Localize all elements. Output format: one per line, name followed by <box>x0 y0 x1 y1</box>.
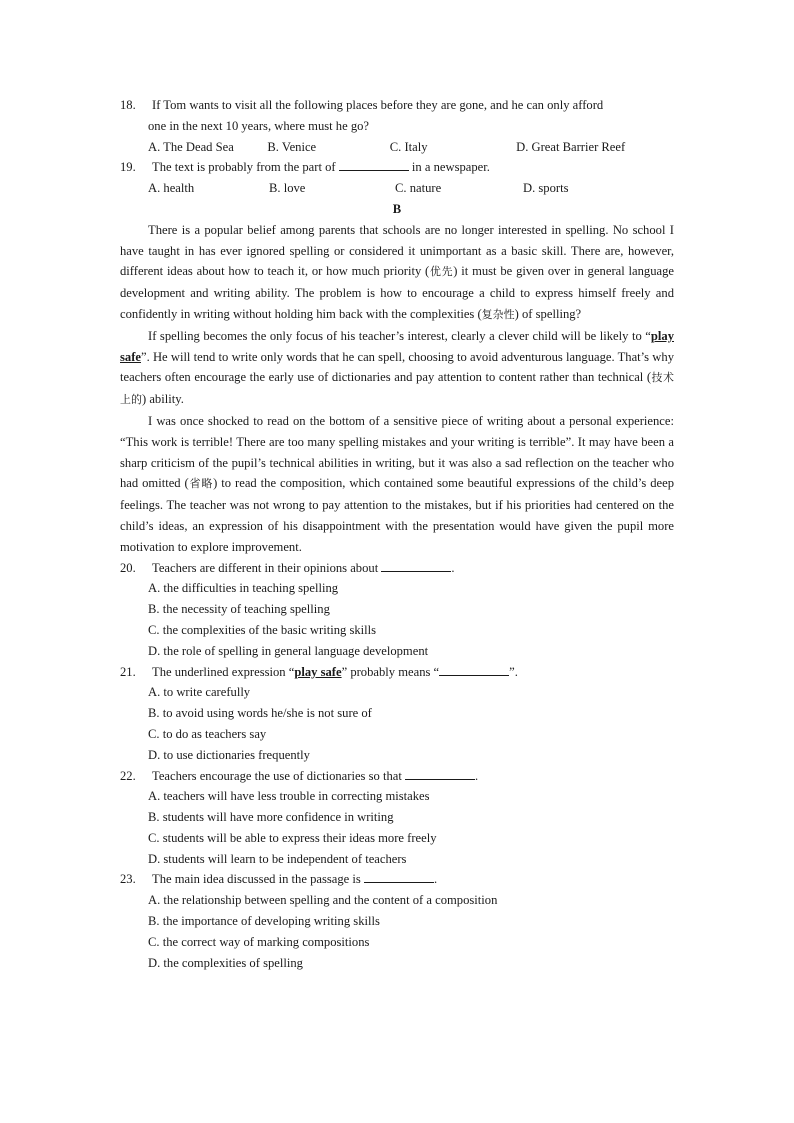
option-c[interactable]: C. Italy <box>389 139 428 154</box>
options-row-q19 <box>120 178 674 199</box>
option-b[interactable]: B. Venice <box>267 139 317 154</box>
section-heading: B <box>392 201 402 216</box>
option-a[interactable]: A. health <box>148 181 195 196</box>
stem-before: The underlined expression “ <box>152 664 295 679</box>
question-number: 19. <box>120 160 136 175</box>
answer-blank[interactable] <box>439 662 509 676</box>
question-stem <box>152 662 674 683</box>
option-a[interactable]: A. teachers will have less trouble in correcting mistakes <box>148 789 430 804</box>
stem-text: Teachers encourage the use of dictionaries so that <box>152 768 402 783</box>
page-content <box>120 95 674 973</box>
question-22 <box>120 766 674 787</box>
chinese-gloss: 复杂性 <box>481 307 515 321</box>
stem-text: Teachers are different in their opinions about <box>152 560 379 575</box>
option-d[interactable]: D. the complexities of spelling <box>148 955 303 970</box>
option-d[interactable]: D. Great Barrier Reef <box>516 139 626 154</box>
paragraph-text: If spelling becomes the only focus of his teacher’s interest, clearly a clever child will be likely to “ <box>148 328 651 343</box>
option-c[interactable]: C. nature <box>395 181 442 196</box>
option-a[interactable]: A. to write carefully <box>148 685 251 700</box>
stem-after: in a newspaper. <box>411 160 490 175</box>
option-a[interactable]: A. the difficulties in teaching spelling <box>148 581 339 596</box>
answer-blank[interactable] <box>339 157 409 171</box>
underlined-expression: play safe <box>120 328 674 364</box>
paragraph-text: ) ability. <box>142 392 184 407</box>
answer-blank[interactable] <box>405 766 475 780</box>
stem-middle: ” probably means “ <box>341 664 440 679</box>
paragraph-text: ”. He will tend to write only words that he can spell, choosing to avoid adventurous language. That’s why teachers often encourage the early use of dictionaries and pay attention to content rather than technical ( <box>120 349 674 385</box>
paragraph-text: I was once shocked to read on the bottom of a sensitive piece of writing about a personal experience: “This work is terrible! There are too many spelling mistakes and your writing is terrible”. It may have been a sharp criticism of the pupil’s technical abilities in writing, but it was also a sad reflection on the teacher who had omitted ( <box>120 413 674 491</box>
stem-end: . <box>433 872 438 887</box>
underlined-expression: play safe <box>294 664 342 679</box>
chinese-gloss: 省略 <box>188 477 214 491</box>
answer-blank[interactable] <box>364 869 434 883</box>
question-stem: If Tom wants to visit all the following places before they are gone, and he can only afford <box>152 98 604 112</box>
question-stem-continued: one in the next 10 years, where must he go? <box>148 118 370 133</box>
option-d[interactable]: D. to use dictionaries frequently <box>148 747 310 762</box>
passage-paragraph-2 <box>120 326 674 411</box>
option-a[interactable]: A. The Dead Sea <box>148 139 234 154</box>
question-stem <box>152 157 674 178</box>
stem-text: The main idea discussed in the passage is <box>152 872 361 887</box>
question-number: 18. <box>120 98 136 112</box>
question-stem <box>152 558 674 579</box>
option-d[interactable]: D. students will learn to be independent of teachers <box>148 851 407 866</box>
option-c[interactable]: C. to do as teachers say <box>148 726 267 741</box>
question-23 <box>120 869 674 890</box>
option-a[interactable]: A. the relationship between spelling and the content of a composition <box>148 893 498 908</box>
option-b[interactable]: B. the importance of developing writing skills <box>148 914 380 929</box>
paragraph-text: ) it must be given over in general language development and writing ability. The problem is how to encourage a child to express himself freely and confidently in writing without holding him back with the complexities ( <box>120 264 674 321</box>
question-number: 22. <box>120 768 136 783</box>
answer-blank[interactable] <box>381 558 451 572</box>
paragraph-text: There is a popular belief among parents that schools are no longer interested in spelling. No school I have taught in has ever ignored spelling or considered it unimportant as a basic skill. There are, however, different ideas about how to teach it, or how much priority ( <box>120 222 674 279</box>
stem-end: ”. <box>509 664 518 679</box>
question-number: 20. <box>120 560 136 575</box>
option-b[interactable]: B. the necessity of teaching spelling <box>148 602 330 617</box>
question-stem <box>152 869 674 890</box>
option-b[interactable]: B. students will have more confidence in writing <box>148 810 394 825</box>
option-d[interactable]: D. sports <box>523 181 569 196</box>
question-19 <box>120 157 674 178</box>
question-18 <box>120 95 674 116</box>
passage-paragraph-3 <box>120 411 674 558</box>
option-c[interactable]: C. students will be able to express their ideas more freely <box>148 830 437 845</box>
options-row-q18 <box>120 137 674 158</box>
option-b[interactable]: B. love <box>269 181 306 196</box>
option-c[interactable]: C. the complexities of the basic writing skills <box>148 622 377 637</box>
option-c[interactable]: C. the correct way of marking compositions <box>148 934 370 949</box>
question-21 <box>120 662 674 683</box>
chinese-gloss: 技术上的 <box>120 371 675 407</box>
stem-end: . <box>475 768 479 783</box>
question-number: 23. <box>120 872 136 887</box>
option-d[interactable]: D. the role of spelling in general language development <box>148 643 429 658</box>
question-20 <box>120 558 674 579</box>
question-number: 21. <box>120 664 136 679</box>
question-stem <box>152 766 674 787</box>
option-b[interactable]: B. to avoid using words he/she is not sure of <box>148 706 372 721</box>
stem-end: . <box>451 560 455 575</box>
paragraph-text: ) of spelling? <box>514 306 582 321</box>
stem-before: The text is probably from the part of <box>152 160 336 175</box>
passage-paragraph-1 <box>120 220 674 326</box>
paragraph-text: ) to read the composition, which contained some beautiful expressions of the child’s deep feelings. The teacher was not wrong to pay attention to the mistakes, but if his priorities had centered on the child’s ideas, an expression of his disappointment with the presentation would have given the pupil more motivation to explore improvement. <box>120 476 674 554</box>
chinese-gloss: 优先 <box>429 265 454 279</box>
